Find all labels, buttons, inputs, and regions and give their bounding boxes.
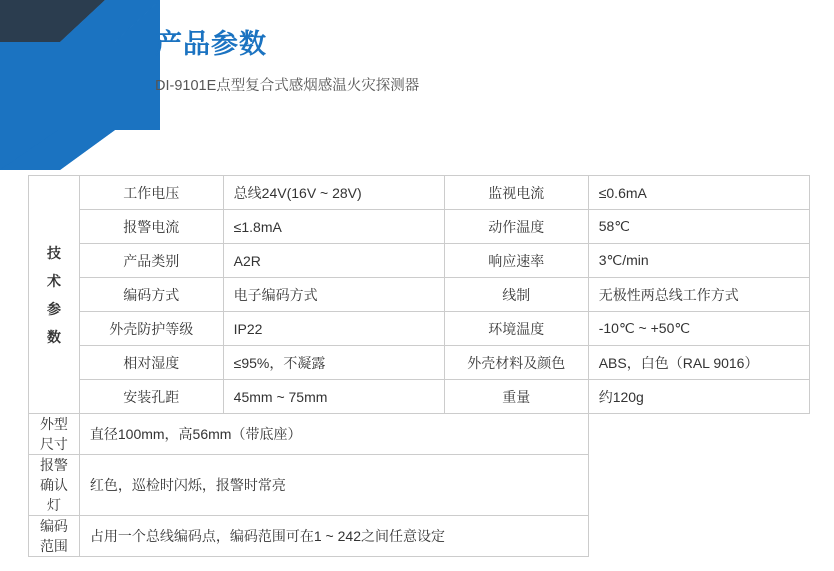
spec-key: 安装孔距 xyxy=(79,380,223,414)
spec-key: 报警确认灯 xyxy=(29,455,80,516)
side-label-char: 术 xyxy=(46,272,61,289)
table-row xyxy=(29,414,810,455)
side-label-char: 参 xyxy=(46,300,61,317)
spec-key: 外壳防护等级 xyxy=(79,312,223,346)
spec-value: 45mm ~ 75mm xyxy=(223,380,444,414)
side-label-cell xyxy=(29,176,80,414)
spec-value: IP22 xyxy=(223,312,444,346)
spec-value: 3℃/min xyxy=(588,244,809,278)
spec-value: 直径100mm，高56mm（带底座） xyxy=(79,414,588,455)
table-row xyxy=(29,380,810,414)
spec-value: -10℃ ~ +50℃ xyxy=(588,312,809,346)
spec-key: 工作电压 xyxy=(79,176,223,210)
table-row xyxy=(29,244,810,278)
table-row xyxy=(29,346,810,380)
spec-value: 58℃ xyxy=(588,210,809,244)
spec-value: 占用一个总线编码点，编码范围可在1 ~ 242之间任意设定 xyxy=(79,516,588,557)
spec-value: 约120g xyxy=(588,380,809,414)
spec-value: 红色，巡检时闪烁，报警时常亮 xyxy=(79,455,588,516)
page-subtitle: DI-9101E点型复合式感烟感温火灾探测器 xyxy=(155,77,420,94)
table-row xyxy=(29,516,810,557)
spec-key: 报警电流 xyxy=(79,210,223,244)
side-label-char: 数 xyxy=(46,328,61,345)
spec-value: ≤0.6mA xyxy=(588,176,809,210)
spec-value: 总线24V(16V ~ 28V) xyxy=(223,176,444,210)
spec-value: 电子编码方式 xyxy=(223,278,444,312)
spec-key: 相对湿度 xyxy=(79,346,223,380)
table-row xyxy=(29,312,810,346)
spec-key: 编码方式 xyxy=(79,278,223,312)
spec-key: 环境温度 xyxy=(444,312,588,346)
spec-key: 外壳材料及颜色 xyxy=(444,346,588,380)
spec-key: 线制 xyxy=(444,278,588,312)
spec-table-body xyxy=(29,176,810,557)
spec-key: 重量 xyxy=(444,380,588,414)
header-text-block xyxy=(155,30,419,95)
spec-value: ≤1.8mA xyxy=(223,210,444,244)
spec-key: 监视电流 xyxy=(444,176,588,210)
spec-value: A2R xyxy=(223,244,444,278)
header-banner-graphic xyxy=(0,0,160,170)
spec-key: 外型尺寸 xyxy=(29,414,80,455)
spec-key: 响应速率 xyxy=(444,244,588,278)
table-row xyxy=(29,455,810,516)
table-row xyxy=(29,278,810,312)
side-label-char: 技 xyxy=(46,244,61,261)
spec-value: ABS，白色（RAL 9016） xyxy=(588,346,809,380)
table-row xyxy=(29,176,810,210)
spec-key: 编码范围 xyxy=(29,516,80,557)
table-row xyxy=(29,210,810,244)
spec-table xyxy=(28,175,810,557)
spec-key: 动作温度 xyxy=(444,210,588,244)
spec-table-container xyxy=(28,175,810,557)
page-title: 产品参数 xyxy=(155,29,267,59)
spec-key: 产品类别 xyxy=(79,244,223,278)
spec-value: 无极性两总线工作方式 xyxy=(588,278,809,312)
page-header xyxy=(0,0,834,170)
spec-value: ≤95%，不凝露 xyxy=(223,346,444,380)
